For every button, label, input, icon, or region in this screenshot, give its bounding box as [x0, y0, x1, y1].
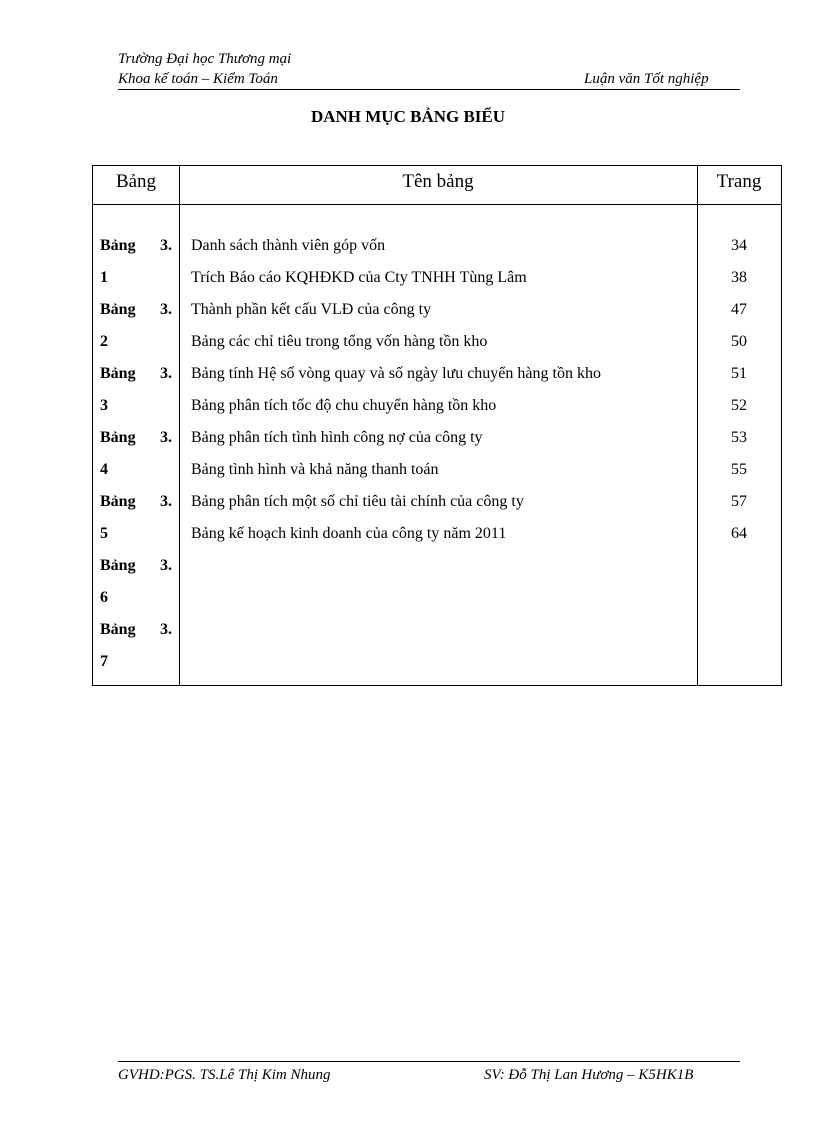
footer-student: SV: Đỗ Thị Lan Hương – K5HK1B [484, 1067, 694, 1083]
table-label-2-suffix: 2 [100, 333, 108, 350]
table-page-3: 47 [731, 301, 747, 318]
header-school: Trường Đại học Thương mại [118, 51, 292, 67]
table-label-7: Bảng 3. [100, 621, 172, 638]
column-divider [179, 166, 180, 685]
table-label-1-suffix: 1 [100, 269, 108, 286]
header-doc-type: Luận văn Tốt nghiệp [584, 71, 709, 87]
table-label-5: Bảng 3. [100, 493, 172, 510]
table-page-4: 50 [731, 333, 747, 350]
table-page-1: 34 [731, 237, 747, 254]
footer-advisor: GVHD:PGS. TS.Lê Thị Kim Nhung [118, 1067, 331, 1083]
table-label-7-suffix: 7 [100, 653, 108, 670]
table-label-4-suffix: 4 [100, 461, 108, 478]
table-page-2: 38 [731, 269, 747, 286]
table-page-9: 57 [731, 493, 747, 510]
table-name-8: Bảng tình hình và khả năng thanh toán [191, 461, 439, 478]
table-page-7: 53 [731, 429, 747, 446]
table-label-6-suffix: 6 [100, 589, 108, 606]
table-number-list [100, 230, 172, 678]
column-header-page: Trang [716, 171, 762, 192]
table-label-4: Bảng 3. [100, 429, 172, 446]
table-label-5-suffix: 5 [100, 525, 108, 542]
table-label-6: Bảng 3. [100, 557, 172, 574]
table-name-5: Bảng tính Hệ số vòng quay và số ngày lưu chuyển hàng tồn kho [191, 365, 601, 382]
header-row-divider [93, 204, 781, 205]
footer-rule [118, 1061, 740, 1062]
table-label-2: Bảng 3. [100, 301, 172, 318]
table-label-1: Bảng 3. [100, 237, 172, 254]
table-page-6: 52 [731, 397, 747, 414]
table-page-5: 51 [731, 365, 747, 382]
table-page-8: 55 [731, 461, 747, 478]
header-rule [118, 89, 740, 90]
table-label-3-suffix: 3 [100, 397, 108, 414]
list-of-tables [92, 165, 782, 686]
table-name-2: Trích Báo cáo KQHĐKD của Cty TNHH Tùng Lâm [191, 269, 527, 286]
table-name-4: Bảng các chỉ tiêu trong tổng vốn hàng tồn kho [191, 333, 488, 350]
column-header-table-name: Tên bảng [402, 171, 474, 192]
table-name-7: Bảng phân tích tình hình công nợ của công ty [191, 429, 483, 446]
table-name-6: Bảng phân tích tốc độ chu chuyển hàng tồn kho [191, 397, 497, 414]
table-name-1: Danh sách thành viên góp vốn [191, 237, 386, 254]
table-name-3: Thành phần kết cấu VLĐ của công ty [191, 301, 432, 318]
page-title: DANH MỤC BẢNG BIỂU [310, 107, 506, 126]
table-name-9: Bảng phân tích một số chỉ tiêu tài chính của công ty [191, 493, 524, 510]
table-label-3: Bảng 3. [100, 365, 172, 382]
header-faculty: Khoa kế toán – Kiểm Toán [118, 71, 278, 87]
column-header-table-no: Bảng [115, 171, 157, 192]
table-page-10: 64 [731, 525, 747, 542]
table-name-10: Bảng kế hoạch kinh doanh của công ty năm 2011 [191, 525, 507, 542]
